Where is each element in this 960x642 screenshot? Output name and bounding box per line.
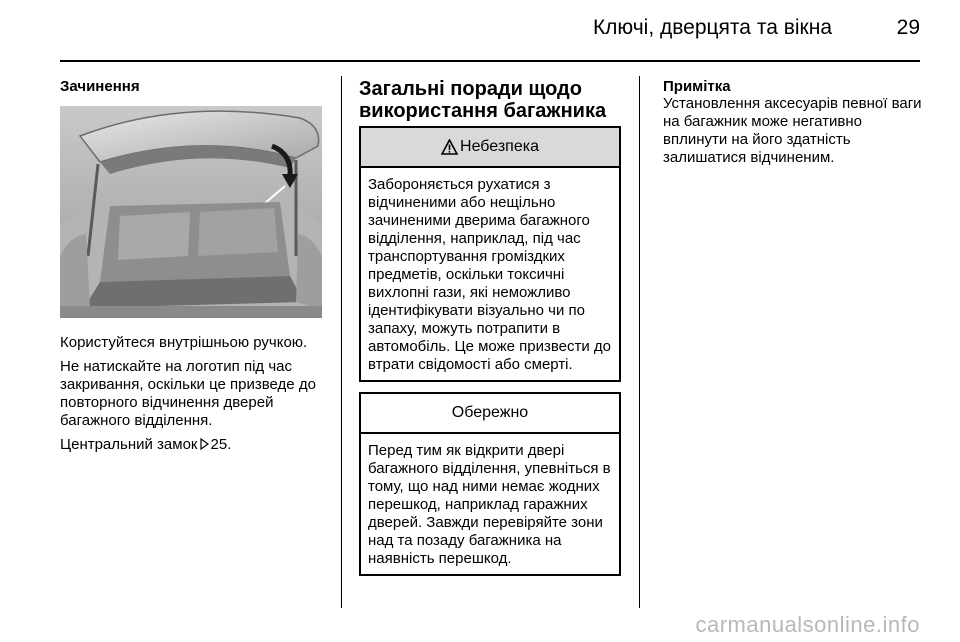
header-section-title: Ключі, дверцята та вікна (592, 16, 832, 39)
middle-column (359, 78, 621, 586)
note-text: Установлення аксесуарів певної ваги на багажник може негативно вплинути на його здатність залишатися відчиненим. (663, 95, 922, 166)
danger-text: Забороняється рухатися з відчиненими або нещільно зачиненими дверима багажного відділення, наприклад, під час транспортування громіздких предметів, оскільки токсичні вихлопні гази, які неможливо ідентифікувати візуально чи по запаху, можуть потрапити в автомобіль. Це може призвести до втрати свідомості або смерті. (368, 176, 612, 373)
trunk-advice-heading: Загальні поради щодо використання багажника (359, 78, 607, 122)
caution-text: Перед тим як відкрити двері багажного відділення, упевніться в тому, що над ними немає жодних перешкод, наприклад гаражних дверей. Завжди перевіряйте зони над та позаду багажника на наявність перешкод. (368, 442, 611, 567)
right-column (663, 78, 925, 167)
warning-triangle-icon (441, 139, 458, 155)
page-number: 29 (896, 16, 920, 39)
reference-text: Центральний замок (60, 436, 198, 453)
page-ref-triangle-icon (200, 438, 209, 450)
column-divider-right (639, 76, 640, 608)
danger-box-header (361, 128, 619, 168)
central-lock-reference (60, 436, 330, 454)
closing-instruction-2: Не натискайте на логотип під час закривання, оскільки це призведе до повторного відчинення дверей багажного відділення. (60, 358, 316, 429)
watermark: carmanualsonline.info (695, 612, 920, 637)
caution-title: Обережно (451, 404, 529, 421)
open-tailgate-photo (60, 106, 322, 318)
closing-subheading: Зачинення (60, 78, 140, 95)
danger-box (359, 126, 621, 382)
reference-page: 25. (210, 436, 232, 453)
column-divider-left (341, 76, 342, 608)
caution-box (359, 392, 621, 576)
closing-instruction-1: Користуйтеся внутрішньою ручкою. (60, 334, 308, 351)
left-column (60, 78, 330, 460)
caution-box-header (361, 394, 619, 434)
danger-title: Небезпека (460, 138, 539, 155)
note-title: Примітка (663, 78, 731, 95)
header-rule (60, 60, 920, 62)
